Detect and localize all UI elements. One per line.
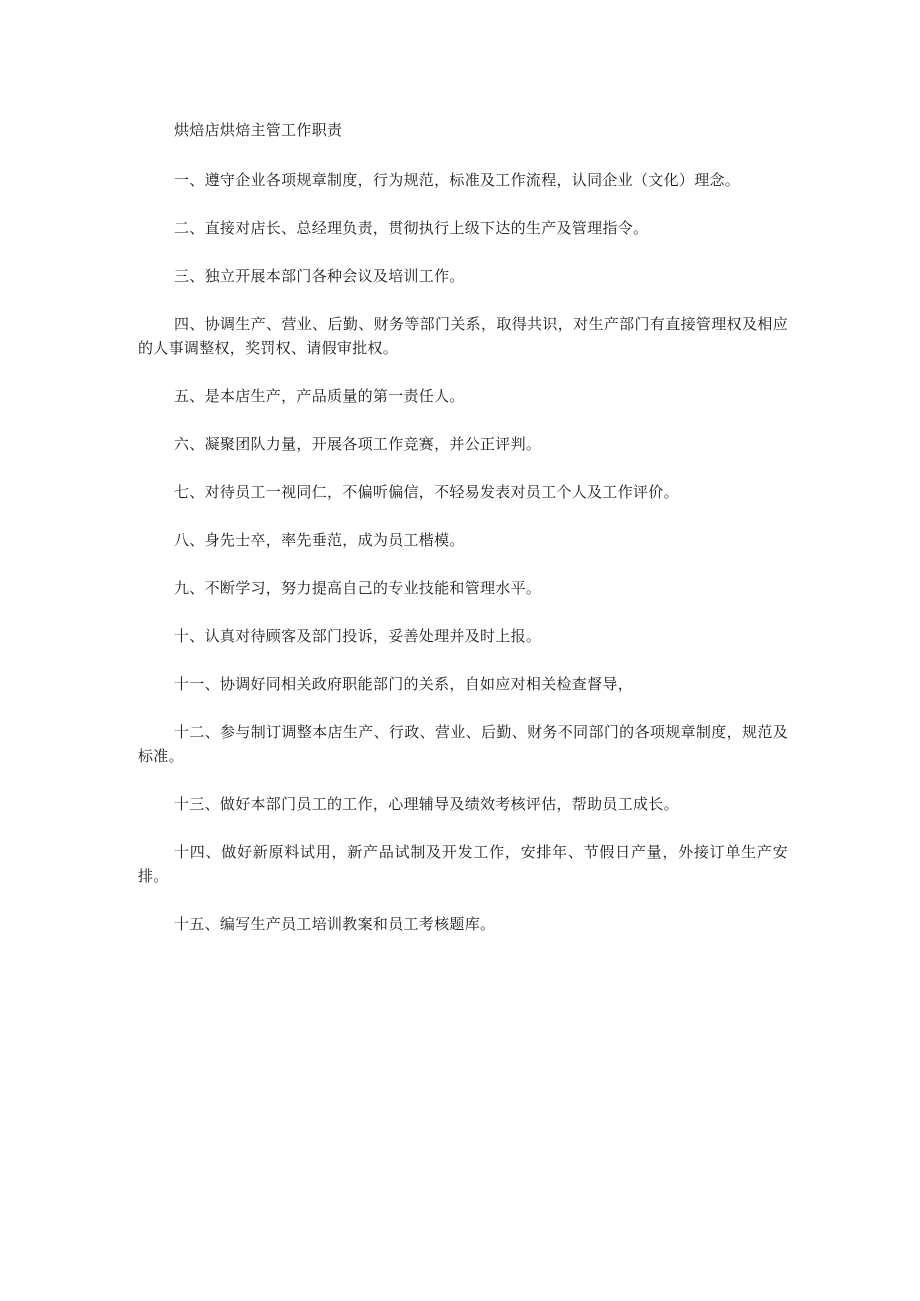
duty-item-2: 二、直接对店长、总经理负责，贯彻执行上级下达的生产及管理指令。 bbox=[174, 219, 649, 237]
duty-item-4: 四、协调生产、营业、后勤、财务等部门关系，取得共识，对生产部门有直接管理权及相应的人事调整权，奖罚权、请假审批权。 bbox=[138, 315, 788, 357]
duty-item-15: 十五、编写生产员工培训教案和员工考核题库。 bbox=[174, 915, 496, 933]
duty-item-5: 五、是本店生产，产品质量的第一责任人。 bbox=[174, 387, 465, 405]
duty-item-9: 九、不断学习，努力提高自己的专业技能和管理水平。 bbox=[174, 579, 542, 597]
document-body bbox=[138, 120, 788, 960]
duty-item-6: 六、凝聚团队力量，开展各项工作竞赛，并公正评判。 bbox=[174, 435, 542, 453]
duty-item-13: 十三、做好本部门员工的工作，心理辅导及绩效考核评估，帮助员工成长。 bbox=[174, 795, 679, 813]
duty-item-11: 十一、协调好同相关政府职能部门的关系，自如应对相关检查督导， bbox=[174, 675, 634, 693]
document-title: 烘焙店烘焙主管工作职责 bbox=[174, 121, 343, 139]
duty-item-3: 三、独立开展本部门各种会议及培训工作。 bbox=[174, 267, 465, 285]
duty-item-12: 十二、参与制订调整本店生产、行政、营业、后勤、财务不同部门的各项规章制度，规范及标准。 bbox=[138, 723, 788, 765]
duty-item-14: 十四、做好新原料试用，新产品试制及开发工作，安排年、节假日产量，外接订单生产安排。 bbox=[138, 843, 788, 885]
duty-item-10: 十、认真对待顾客及部门投诉，妥善处理并及时上报。 bbox=[174, 627, 542, 645]
duty-item-8: 八、身先士卒，率先垂范，成为员工楷模。 bbox=[174, 531, 465, 549]
duty-item-1: 一、遵守企业各项规章制度，行为规范，标准及工作流程，认同企业（文化）理念。 bbox=[174, 171, 741, 189]
duty-item-7: 七、对待员工一视同仁，不偏听偏信，不轻易发表对员工个人及工作评价。 bbox=[174, 483, 679, 501]
